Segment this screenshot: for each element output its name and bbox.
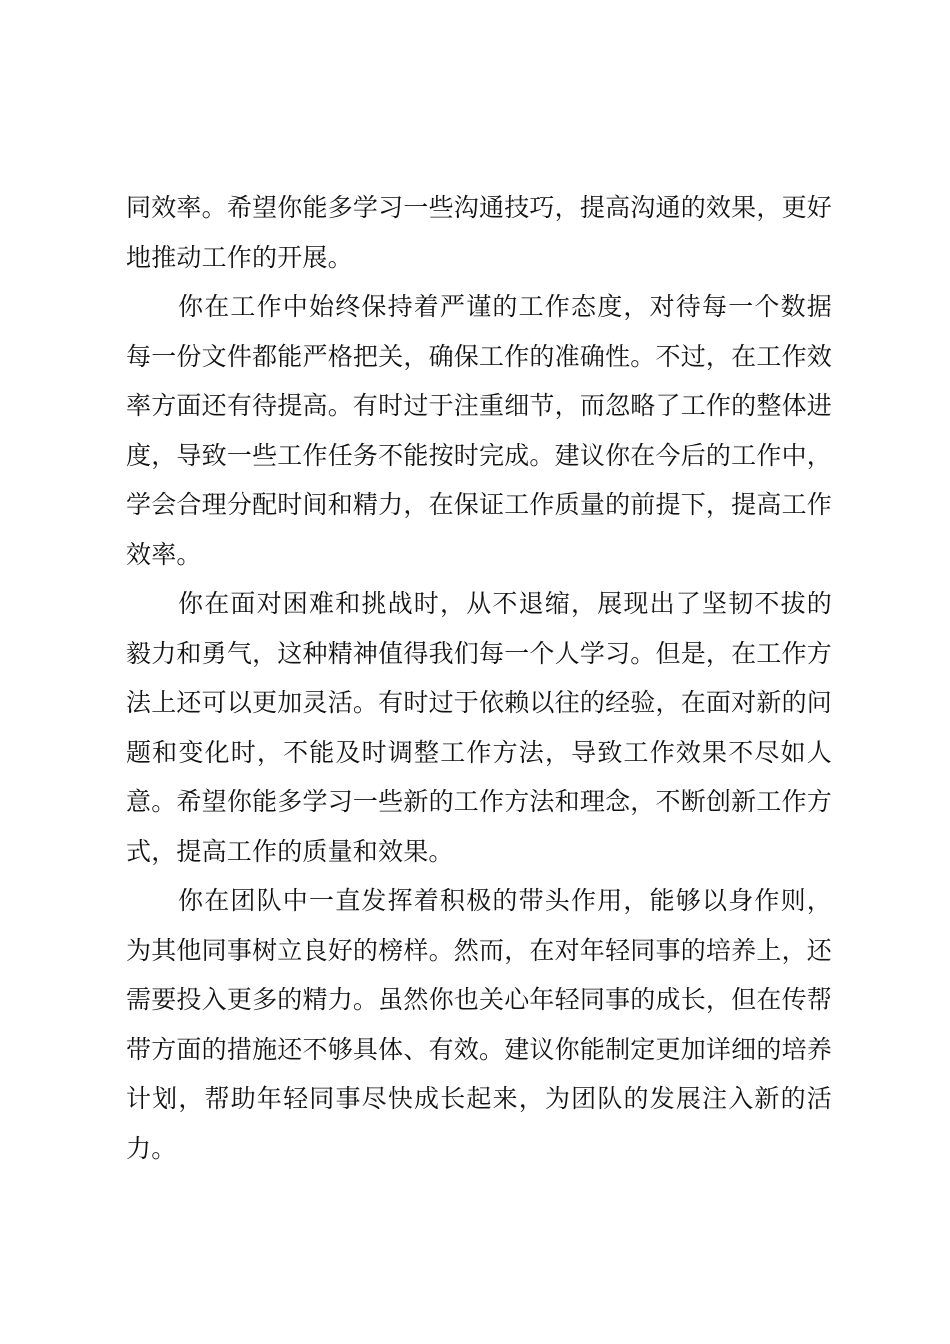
paragraph-work-methods: 你在面对困难和挑战时，从不退缩，展现出了坚韧不拔的毅力和勇气，这种精神值得我们每一个人学习。但是，在工作方法上还可以更加灵活。有时过于依赖以往的经验，在面对新的问题和变化时，不能及时调整工作方法，导致工作效果不尽如人意。希望你能多学习一些新的工作方法和理念，不断创新工作方式，提高工作的质量和效果。 [126,589,832,866]
paragraph-team-leadership: 你在团队中一直发挥着积极的带头作用，能够以身作则，为其他同事树立良好的榜样。然而，在对年轻同事的培养上，还需要投入更多的精力。虽然你也关心年轻同事的成长，但在传帮带方面的措施还不够具体、有效。建议你能制定更加详细的培养计划，帮助年轻同事尽快成长起来，为团队的发展注入新的活力。 [126,886,832,1163]
paragraph-continuation: 同效率。希望你能多学习一些沟通技巧，提高沟通的效果，更好地推动工作的开展。 [126,193,832,272]
paragraph-work-attitude: 你在工作中始终保持着严谨的工作态度，对待每一个数据每一份文件都能严格把关，确保工作的准确性。不过，在工作效率方面还有待提高。有时过于注重细节，而忽略了工作的整体进度，导致一些工作任务不能按时完成。建议你在今后的工作中，学会合理分配时间和精力，在保证工作质量的前提下，提高工作效率。 [126,292,832,569]
document-body [126,183,832,1173]
